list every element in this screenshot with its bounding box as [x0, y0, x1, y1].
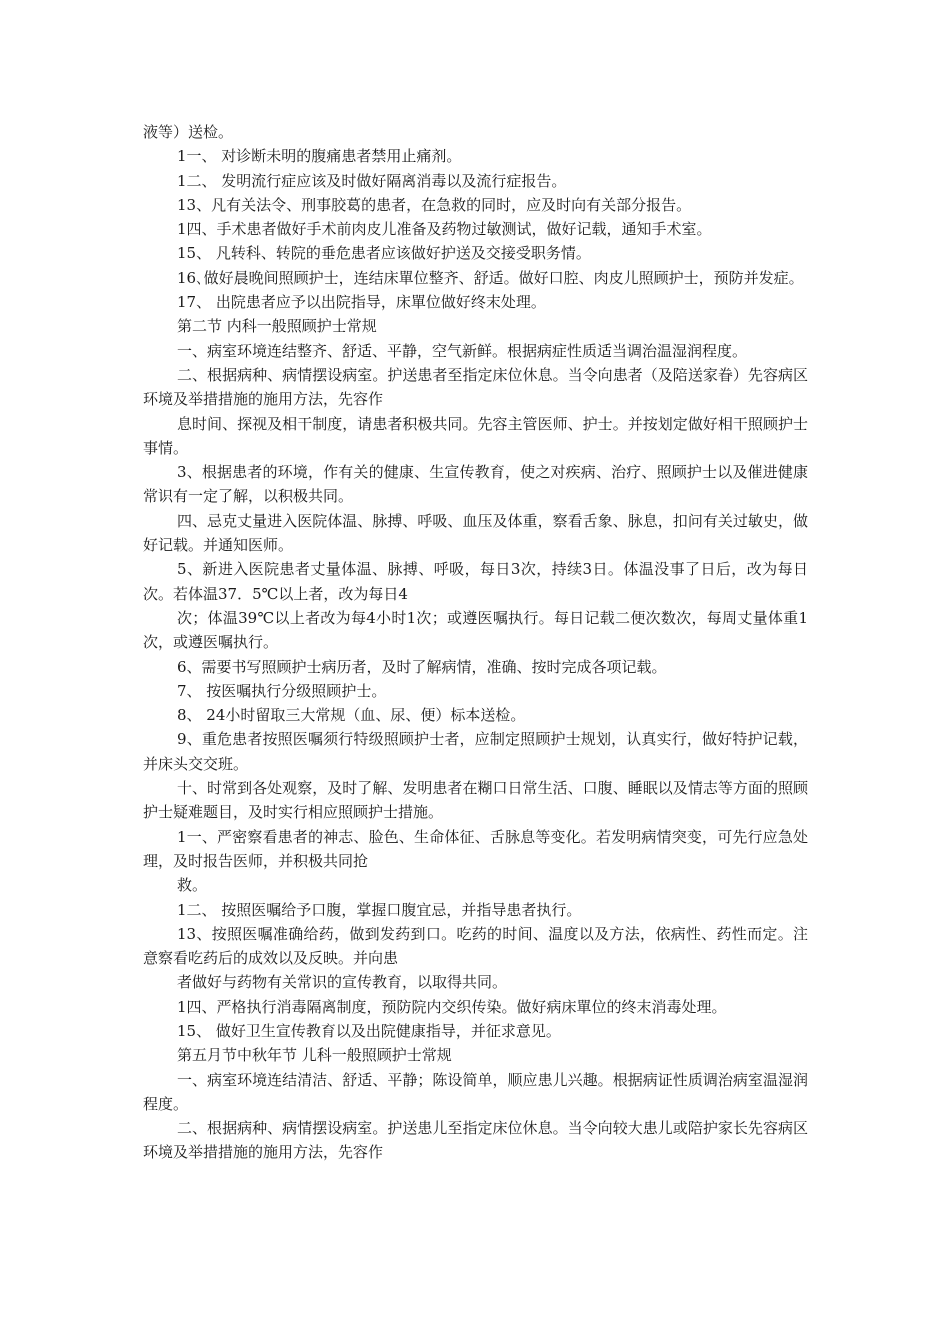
document-paragraph: 8、 24小时留取三大常规（血、尿、便）标本送检。: [177, 706, 526, 725]
document-paragraph: 次；体温39℃以上者改为每4小时1次；或遵医嘱执行。每日记载二便次数次，每周丈量体重1次，或遵医嘱执行。: [143, 608, 808, 652]
document-paragraph: 第二节 内科一般照顾护士常规: [177, 317, 377, 336]
document-paragraph: 一、病室环境连结清洁、舒适、平静；陈设简单，顺应患儿兴趣。根据病证性质调治病室温湿润程度。: [143, 1070, 808, 1113]
document-paragraph: 9、重危患者按照医嘱须行特级照顾护士者，应制定照顾护士规划，认真实行，做好特护记载，并床头交交班。: [143, 730, 808, 773]
document-paragraph: 15、 做好卫生宣传教育以及出院健康指导，并征求意见。: [177, 1021, 561, 1040]
document-paragraph: 1一、 对诊断未明的腹痛患者禁用止痛剂。: [177, 147, 462, 166]
document-paragraph: 6、需要书写照顾护士病历者，及时了解病情，准确、按时完成各项记载。: [177, 657, 667, 676]
document-body: [143, 120, 808, 1165]
document-paragraph: 17、 出院患者应予以出院指导，床單位做好终末处理。: [177, 293, 546, 312]
document-paragraph: 5、新进入医院患者丈量体温、脉搏、呼吸，每日3次，持续3日。体温没事了日后，改为每日次。若体温37．5℃以上者，改为每日4: [143, 560, 808, 603]
document-paragraph: 1四、手术患者做好手术前肉皮儿准备及药物过敏测试，做好记载，通知手术室。: [177, 220, 712, 239]
document-paragraph: 第五月节中秋年节 儿科一般照顾护士常规: [177, 1046, 452, 1065]
document-paragraph: 息时间、探视及相干制度，请患者积极共同。先容主管医师、护士。并按划定做好相干照顾护士事情。: [143, 414, 808, 457]
document-paragraph: 十、时常到各处观察，及时了解、发明患者在糊口日常生活、口腹、睡眠以及情志等方面的照顾护士疑难题目，及时实行相应照顾护士措施。: [143, 779, 808, 822]
document-paragraph: 1四、严格执行消毒隔离制度，预防院内交织传染。做好病床單位的终末消毒处理。: [177, 997, 727, 1016]
document-paragraph: 13、按照医嘱准确给药，做到发药到口。吃药的时间、温度以及方法，依病性、药性而定。注意察看吃药后的成效以及反映。并向患: [143, 924, 808, 968]
document-paragraph: 1二、 按照医嘱给予口腹，掌握口腹宜忌，并指导患者执行。: [177, 900, 582, 919]
document-paragraph: 3、根据患者的环境，作有关的健康、生宣传教育，使之对疾病、治疗、照顾护士以及催进健康常识有一定了解，以积极共同。: [143, 463, 808, 506]
document-paragraph: 四、忌克丈量进入医院体温、脉搏、呼吸、血压及体重，察看舌象、脉息，扣问有关过敏史，做好记载。并通知医师。: [143, 511, 808, 555]
document-paragraph: 1一、严密察看患者的神志、脸色、生命体征、舌脉息等变化。若发明病情突变，可先行应急处理，及时报告医师，并积极共同抢: [143, 827, 808, 870]
document-paragraph: 15、 凡转科、转院的垂危患者应该做好护送及交接受职务情。: [177, 244, 591, 263]
document-paragraph: 救。: [177, 876, 208, 895]
document-paragraph: 1二、 发明流行症应该及时做好隔离消毒以及流行症报告。: [177, 171, 567, 190]
document-paragraph: 者做好与药物有关常识的宣传教育，以取得共同。: [177, 973, 508, 992]
document-paragraph: 一、病室环境连结整齐、舒适、平静，空气新鲜。根据病症性质适当调治温湿润程度。: [177, 341, 748, 360]
document-paragraph: 二、根据病种、病情摆设病室。护送患儿至指定床位休息。当令向较大患儿或陪护家长先容病区环境及举措措施的施用方法，先容作: [143, 1119, 808, 1162]
document-paragraph: 16､做好晨晚间照顾护士，连结床單位整齐、舒适。做好口腔、肉皮儿照顾护士，预防并发症。: [177, 268, 804, 287]
document-paragraph: 液等）送检。: [143, 123, 234, 141]
document-paragraph: 13、凡有关法令、刑事胶葛的患者，在急救的同时，应及时向有关部分报告。: [177, 195, 692, 214]
document-paragraph: 二、根据病种、病情摆设病室。护送患者至指定床位休息。当令向患者（及陪送家眷）先容病区环境及举措措施的施用方法，先容作: [143, 365, 808, 409]
document-paragraph: 7、 按医嘱执行分级照顾护士。: [177, 681, 387, 700]
